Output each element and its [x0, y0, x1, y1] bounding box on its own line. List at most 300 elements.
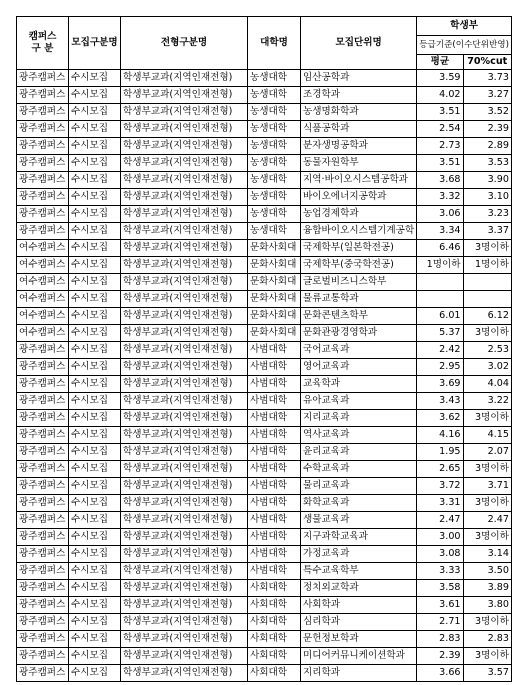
campus-cell: 광주캠퍼스 [17, 138, 69, 155]
average-cell: 2.83 [417, 631, 463, 648]
unit-cell: 심리학과 [301, 614, 417, 631]
college-cell: 농생대학 [248, 138, 301, 155]
cut-cell: 3.80 [463, 597, 511, 614]
average-cell: 3.34 [417, 223, 463, 240]
unit-cell: 국어교육과 [301, 342, 417, 359]
table-row [17, 325, 512, 342]
recruit-type-cell: 수시모집 [69, 87, 121, 104]
table-row [17, 597, 512, 614]
campus-cell: 광주캠퍼스 [17, 223, 69, 240]
cut-cell: 1명이하 [463, 257, 511, 274]
recruit-type-cell: 수시모집 [69, 257, 121, 274]
recruit-type-cell: 수시모집 [69, 393, 121, 410]
table-row [17, 427, 512, 444]
cut-cell: 2.83 [463, 631, 511, 648]
recruit-type-cell: 수시모집 [69, 631, 121, 648]
college-cell: 문화사회대 [248, 274, 301, 291]
selection-type-cell: 학생부교과(지역인재전형) [121, 461, 248, 478]
header-selection-type: 전형구분명 [121, 17, 248, 70]
average-cell: 2.54 [417, 121, 463, 138]
selection-type-cell: 학생부교과(지역인재전형) [121, 410, 248, 427]
campus-cell: 광주캠퍼스 [17, 512, 69, 529]
table-row [17, 512, 512, 529]
average-cell: 3.66 [417, 665, 463, 682]
college-cell: 사범대학 [248, 512, 301, 529]
campus-cell: 여수캠퍼스 [17, 325, 69, 342]
unit-cell: 문화콘텐츠학부 [301, 308, 417, 325]
college-cell: 사범대학 [248, 495, 301, 512]
recruit-type-cell: 수시모집 [69, 461, 121, 478]
cut-cell: 3.50 [463, 563, 511, 580]
college-cell: 사범대학 [248, 342, 301, 359]
recruit-type-cell: 수시모집 [69, 104, 121, 121]
campus-cell: 여수캠퍼스 [17, 257, 69, 274]
average-cell: 2.42 [417, 342, 463, 359]
recruit-type-cell: 수시모집 [69, 172, 121, 189]
recruit-type-cell: 수시모집 [69, 240, 121, 257]
campus-cell: 광주캠퍼스 [17, 461, 69, 478]
unit-cell: 글로벌비즈니스학부 [301, 274, 417, 291]
average-cell: 3.31 [417, 495, 463, 512]
average-cell: 1.95 [417, 444, 463, 461]
cut-cell: 2.53 [463, 342, 511, 359]
unit-cell: 지리교육과 [301, 410, 417, 427]
unit-cell: 국제학부(중국학전공) [301, 257, 417, 274]
average-cell: 2.73 [417, 138, 463, 155]
college-cell: 사범대학 [248, 410, 301, 427]
college-cell: 사회대학 [248, 597, 301, 614]
cut-cell: 2.07 [463, 444, 511, 461]
college-cell: 사범대학 [248, 563, 301, 580]
unit-cell: 정치외교학과 [301, 580, 417, 597]
selection-type-cell: 학생부교과(지역인재전형) [121, 444, 248, 461]
unit-cell: 사회학과 [301, 597, 417, 614]
college-cell: 사범대학 [248, 444, 301, 461]
average-cell: 2.39 [417, 648, 463, 665]
campus-cell: 광주캠퍼스 [17, 87, 69, 104]
unit-cell: 지리학과 [301, 665, 417, 682]
selection-type-cell: 학생부교과(지역인재전형) [121, 359, 248, 376]
campus-cell: 광주캠퍼스 [17, 155, 69, 172]
cut-cell: 4.04 [463, 376, 511, 393]
unit-cell: 문화관광경영학과 [301, 325, 417, 342]
table-row [17, 274, 512, 291]
campus-cell: 여수캠퍼스 [17, 240, 69, 257]
cut-cell: 3.37 [463, 223, 511, 240]
selection-type-cell: 학생부교과(지역인재전형) [121, 376, 248, 393]
average-cell: 3.06 [417, 206, 463, 223]
recruit-type-cell: 수시모집 [69, 614, 121, 631]
cut-cell: 3.23 [463, 206, 511, 223]
table-row [17, 529, 512, 546]
average-cell: 5.37 [417, 325, 463, 342]
average-cell: 3.33 [417, 563, 463, 580]
average-cell: 3.32 [417, 189, 463, 206]
average-cell: 4.02 [417, 87, 463, 104]
cut-cell: 6.12 [463, 308, 511, 325]
recruit-type-cell: 수시모집 [69, 155, 121, 172]
selection-type-cell: 학생부교과(지역인재전형) [121, 87, 248, 104]
campus-cell: 여수캠퍼스 [17, 274, 69, 291]
college-cell: 사범대학 [248, 461, 301, 478]
college-cell: 농생대학 [248, 70, 301, 87]
cut-cell: 3.52 [463, 104, 511, 121]
campus-cell: 광주캠퍼스 [17, 614, 69, 631]
table-row [17, 104, 512, 121]
college-cell: 문화사회대 [248, 325, 301, 342]
selection-type-cell: 학생부교과(지역인재전형) [121, 648, 248, 665]
selection-type-cell: 학생부교과(지역인재전형) [121, 121, 248, 138]
campus-cell: 광주캠퍼스 [17, 427, 69, 444]
campus-cell: 광주캠퍼스 [17, 546, 69, 563]
campus-cell: 광주캠퍼스 [17, 104, 69, 121]
table-row [17, 410, 512, 427]
table-row [17, 223, 512, 240]
unit-cell: 특수교육학부 [301, 563, 417, 580]
table-row [17, 614, 512, 631]
unit-cell: 융합바이오시스템기계공학 [301, 223, 417, 240]
campus-cell: 광주캠퍼스 [17, 342, 69, 359]
header-student-dept: 학생부 [417, 17, 512, 36]
unit-cell: 물류교통학과 [301, 291, 417, 308]
unit-cell: 생물교육과 [301, 512, 417, 529]
selection-type-cell: 학생부교과(지역인재전형) [121, 342, 248, 359]
recruit-type-cell: 수시모집 [69, 359, 121, 376]
college-cell: 문화사회대 [248, 240, 301, 257]
table-row [17, 189, 512, 206]
recruit-type-cell: 수시모집 [69, 274, 121, 291]
table-row [17, 155, 512, 172]
unit-cell: 유아교육과 [301, 393, 417, 410]
campus-cell: 광주캠퍼스 [17, 563, 69, 580]
recruit-type-cell: 수시모집 [69, 342, 121, 359]
table-row [17, 206, 512, 223]
unit-cell: 윤리교육과 [301, 444, 417, 461]
college-cell: 농생대학 [248, 206, 301, 223]
selection-type-cell: 학생부교과(지역인재전형) [121, 495, 248, 512]
unit-cell: 물리교육과 [301, 478, 417, 495]
unit-cell: 바이오에너지공학과 [301, 189, 417, 206]
selection-type-cell: 학생부교과(지역인재전형) [121, 138, 248, 155]
cut-cell: 3명이하 [463, 410, 511, 427]
average-cell: 2.47 [417, 512, 463, 529]
selection-type-cell: 학생부교과(지역인재전형) [121, 325, 248, 342]
average-cell: 6.01 [417, 308, 463, 325]
recruit-type-cell: 수시모집 [69, 563, 121, 580]
recruit-type-cell: 수시모집 [69, 138, 121, 155]
recruit-type-cell: 수시모집 [69, 427, 121, 444]
recruit-type-cell: 수시모집 [69, 648, 121, 665]
unit-cell: 영어교육과 [301, 359, 417, 376]
campus-cell: 광주캠퍼스 [17, 70, 69, 87]
cut-cell: 2.39 [463, 121, 511, 138]
unit-cell: 문헌정보학과 [301, 631, 417, 648]
average-cell: 3.00 [417, 529, 463, 546]
average-cell: 2.65 [417, 461, 463, 478]
selection-type-cell: 학생부교과(지역인재전형) [121, 104, 248, 121]
selection-type-cell: 학생부교과(지역인재전형) [121, 580, 248, 597]
table-row [17, 172, 512, 189]
average-cell: 3.68 [417, 172, 463, 189]
table-row [17, 393, 512, 410]
table-row [17, 631, 512, 648]
selection-type-cell: 학생부교과(지역인재전형) [121, 70, 248, 87]
selection-type-cell: 학생부교과(지역인재전형) [121, 614, 248, 631]
unit-cell: 국제학부(일본학전공) [301, 240, 417, 257]
selection-type-cell: 학생부교과(지역인재전형) [121, 172, 248, 189]
cut-cell: 2.89 [463, 138, 511, 155]
header-70cut: 70%cut [463, 55, 511, 70]
campus-cell: 광주캠퍼스 [17, 206, 69, 223]
campus-cell: 광주캠퍼스 [17, 478, 69, 495]
college-cell: 농생대학 [248, 155, 301, 172]
campus-cell: 광주캠퍼스 [17, 393, 69, 410]
recruit-type-cell: 수시모집 [69, 223, 121, 240]
table-row [17, 444, 512, 461]
cut-cell: 3명이하 [463, 461, 511, 478]
table-row [17, 665, 512, 682]
unit-cell: 가정교육과 [301, 546, 417, 563]
college-cell: 사회대학 [248, 580, 301, 597]
unit-cell: 지역·바이오시스템공학과 [301, 172, 417, 189]
college-cell: 사범대학 [248, 376, 301, 393]
college-cell: 문화사회대 [248, 308, 301, 325]
college-cell: 사회대학 [248, 614, 301, 631]
cut-cell: 3.10 [463, 189, 511, 206]
table-row [17, 495, 512, 512]
selection-type-cell: 학생부교과(지역인재전형) [121, 274, 248, 291]
unit-cell: 농업경제학과 [301, 206, 417, 223]
selection-type-cell: 학생부교과(지역인재전형) [121, 291, 248, 308]
unit-cell: 식품공학과 [301, 121, 417, 138]
campus-cell: 광주캠퍼스 [17, 665, 69, 682]
cut-cell: 3명이하 [463, 529, 511, 546]
average-cell: 4.16 [417, 427, 463, 444]
college-cell: 문화사회대 [248, 257, 301, 274]
cut-cell: 3.14 [463, 546, 511, 563]
cut-cell: 3명이하 [463, 495, 511, 512]
college-cell: 사범대학 [248, 546, 301, 563]
unit-cell: 임산공학과 [301, 70, 417, 87]
unit-cell: 조경학과 [301, 87, 417, 104]
college-cell: 농생대학 [248, 121, 301, 138]
recruit-type-cell: 수시모집 [69, 512, 121, 529]
selection-type-cell: 학생부교과(지역인재전형) [121, 546, 248, 563]
average-cell: 3.59 [417, 70, 463, 87]
header-college: 대학명 [248, 17, 301, 70]
unit-cell: 농생명화학과 [301, 104, 417, 121]
average-cell: 3.51 [417, 155, 463, 172]
campus-cell: 광주캠퍼스 [17, 580, 69, 597]
header-recruit-type: 모집구분명 [69, 17, 121, 70]
selection-type-cell: 학생부교과(지역인재전형) [121, 563, 248, 580]
campus-cell: 광주캠퍼스 [17, 172, 69, 189]
college-cell: 농생대학 [248, 104, 301, 121]
unit-cell: 역사교육과 [301, 427, 417, 444]
table-body [17, 70, 512, 682]
selection-type-cell: 학생부교과(지역인재전형) [121, 206, 248, 223]
college-cell: 농생대학 [248, 223, 301, 240]
unit-cell: 동물자원학부 [301, 155, 417, 172]
table-row [17, 121, 512, 138]
table-row [17, 87, 512, 104]
cut-cell: 3.73 [463, 70, 511, 87]
table-row [17, 70, 512, 87]
college-cell: 농생대학 [248, 172, 301, 189]
recruit-type-cell: 수시모집 [69, 70, 121, 87]
cut-cell: 3.02 [463, 359, 511, 376]
selection-type-cell: 학생부교과(지역인재전형) [121, 597, 248, 614]
cut-cell: 3.71 [463, 478, 511, 495]
average-cell: 3.61 [417, 597, 463, 614]
recruit-type-cell: 수시모집 [69, 376, 121, 393]
cut-cell [463, 291, 511, 308]
table-row [17, 240, 512, 257]
recruit-type-cell: 수시모집 [69, 495, 121, 512]
college-cell: 문화사회대 [248, 291, 301, 308]
recruit-type-cell: 수시모집 [69, 597, 121, 614]
average-cell: 6.46 [417, 240, 463, 257]
cut-cell: 2.47 [463, 512, 511, 529]
campus-cell: 광주캠퍼스 [17, 189, 69, 206]
selection-type-cell: 학생부교과(지역인재전형) [121, 529, 248, 546]
header-campus: 캠퍼스 구 분 [17, 17, 69, 70]
header-grade-basis: 등급기준(이수단위반영) [417, 36, 512, 55]
selection-type-cell: 학생부교과(지역인재전형) [121, 155, 248, 172]
cut-cell: 3.57 [463, 665, 511, 682]
cut-cell: 3.53 [463, 155, 511, 172]
recruit-type-cell: 수시모집 [69, 121, 121, 138]
cut-cell: 3명이하 [463, 325, 511, 342]
college-cell: 농생대학 [248, 189, 301, 206]
selection-type-cell: 학생부교과(지역인재전형) [121, 240, 248, 257]
campus-cell: 광주캠퍼스 [17, 410, 69, 427]
table-row [17, 580, 512, 597]
selection-type-cell: 학생부교과(지역인재전형) [121, 665, 248, 682]
recruit-type-cell: 수시모집 [69, 410, 121, 427]
college-cell: 사범대학 [248, 359, 301, 376]
campus-cell: 광주캠퍼스 [17, 495, 69, 512]
selection-type-cell: 학생부교과(지역인재전형) [121, 257, 248, 274]
average-cell: 3.43 [417, 393, 463, 410]
header-average: 평균 [417, 55, 463, 70]
table-row [17, 291, 512, 308]
recruit-type-cell: 수시모집 [69, 206, 121, 223]
recruit-type-cell: 수시모집 [69, 529, 121, 546]
average-cell: 3.72 [417, 478, 463, 495]
recruit-type-cell: 수시모집 [69, 325, 121, 342]
cut-cell: 3.89 [463, 580, 511, 597]
average-cell [417, 291, 463, 308]
recruit-type-cell: 수시모집 [69, 308, 121, 325]
campus-cell: 광주캠퍼스 [17, 121, 69, 138]
campus-cell: 여수캠퍼스 [17, 291, 69, 308]
recruit-type-cell: 수시모집 [69, 189, 121, 206]
college-cell: 사범대학 [248, 529, 301, 546]
selection-type-cell: 학생부교과(지역인재전형) [121, 308, 248, 325]
selection-type-cell: 학생부교과(지역인재전형) [121, 393, 248, 410]
campus-cell: 광주캠퍼스 [17, 597, 69, 614]
selection-type-cell: 학생부교과(지역인재전형) [121, 223, 248, 240]
cut-cell: 3명이하 [463, 240, 511, 257]
recruit-type-cell: 수시모집 [69, 478, 121, 495]
recruit-type-cell: 수시모집 [69, 580, 121, 597]
cut-cell: 3명이하 [463, 614, 511, 631]
campus-cell: 광주캠퍼스 [17, 631, 69, 648]
cut-cell: 3.22 [463, 393, 511, 410]
admissions-table-container [16, 16, 512, 682]
table-row [17, 478, 512, 495]
unit-cell: 지구과학교육과 [301, 529, 417, 546]
header-unit: 모집단위명 [301, 17, 417, 70]
college-cell: 사회대학 [248, 648, 301, 665]
admissions-table [16, 16, 512, 682]
recruit-type-cell: 수시모집 [69, 665, 121, 682]
table-row [17, 342, 512, 359]
table-row [17, 648, 512, 665]
selection-type-cell: 학생부교과(지역인재전형) [121, 427, 248, 444]
college-cell: 농생대학 [248, 87, 301, 104]
cut-cell [463, 274, 511, 291]
cut-cell: 4.15 [463, 427, 511, 444]
campus-cell: 광주캠퍼스 [17, 359, 69, 376]
college-cell: 사범대학 [248, 478, 301, 495]
recruit-type-cell: 수시모집 [69, 444, 121, 461]
college-cell: 사범대학 [248, 427, 301, 444]
average-cell [417, 274, 463, 291]
recruit-type-cell: 수시모집 [69, 291, 121, 308]
campus-cell: 광주캠퍼스 [17, 529, 69, 546]
table-row [17, 138, 512, 155]
cut-cell: 3.90 [463, 172, 511, 189]
table-row [17, 461, 512, 478]
campus-cell: 광주캠퍼스 [17, 648, 69, 665]
selection-type-cell: 학생부교과(지역인재전형) [121, 478, 248, 495]
average-cell: 1명이하 [417, 257, 463, 274]
table-row [17, 546, 512, 563]
table-row [17, 359, 512, 376]
table-row [17, 257, 512, 274]
selection-type-cell: 학생부교과(지역인재전형) [121, 512, 248, 529]
average-cell: 3.51 [417, 104, 463, 121]
campus-cell: 여수캠퍼스 [17, 308, 69, 325]
average-cell: 3.58 [417, 580, 463, 597]
college-cell: 사회대학 [248, 631, 301, 648]
cut-cell: 3명이하 [463, 648, 511, 665]
selection-type-cell: 학생부교과(지역인재전형) [121, 189, 248, 206]
unit-cell: 수학교육과 [301, 461, 417, 478]
table-row [17, 308, 512, 325]
unit-cell: 교육학과 [301, 376, 417, 393]
campus-cell: 광주캠퍼스 [17, 444, 69, 461]
table-row [17, 376, 512, 393]
college-cell: 사회대학 [248, 665, 301, 682]
unit-cell: 미디어커뮤니케이션학과 [301, 648, 417, 665]
average-cell: 3.08 [417, 546, 463, 563]
unit-cell: 화학교육과 [301, 495, 417, 512]
selection-type-cell: 학생부교과(지역인재전형) [121, 631, 248, 648]
average-cell: 3.69 [417, 376, 463, 393]
average-cell: 2.71 [417, 614, 463, 631]
average-cell: 2.95 [417, 359, 463, 376]
college-cell: 사범대학 [248, 393, 301, 410]
campus-cell: 광주캠퍼스 [17, 376, 69, 393]
unit-cell: 분자생명공학과 [301, 138, 417, 155]
recruit-type-cell: 수시모집 [69, 546, 121, 563]
table-row [17, 563, 512, 580]
average-cell: 3.62 [417, 410, 463, 427]
cut-cell: 3.27 [463, 87, 511, 104]
